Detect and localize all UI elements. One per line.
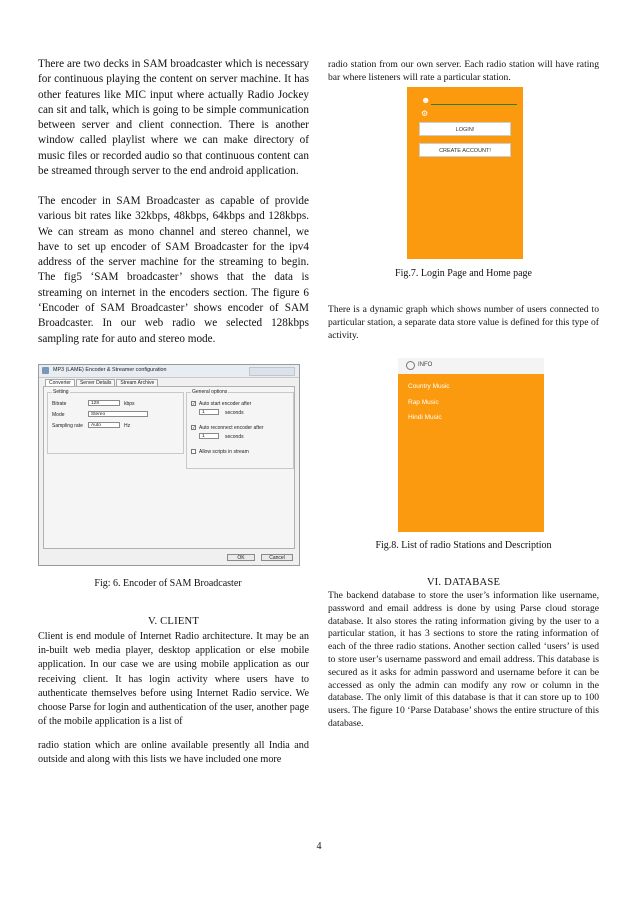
auto-reconnect-checkbox[interactable]: ✓ [192, 425, 196, 430]
cancel-button[interactable]: Cancel [261, 554, 293, 561]
stations-screen [398, 358, 544, 532]
ok-button[interactable]: OK [227, 554, 255, 561]
bitrate-unit: kbps [124, 401, 135, 407]
auto-start-label: Auto start encoder after [199, 401, 252, 407]
section-6-heading: VI. DATABASE [426, 577, 501, 588]
page-number: 4 [316, 841, 322, 852]
converter-pane [43, 386, 295, 549]
app-icon [42, 367, 49, 374]
fig6-caption: Fig: 6. Encoder of SAM Broadcaster [94, 578, 242, 589]
left-paragraph-4: radio station which are online available presently all India and outside and along with this lists we have included one more [38, 740, 309, 766]
auto-start-checkbox[interactable]: ✓ [192, 401, 196, 406]
fig8-caption: Fig.8. List of radio Stations and Description [375, 540, 552, 551]
setting-group-label: Setting [53, 389, 69, 395]
auto-reconnect-seconds-label: seconds [225, 434, 244, 440]
right-paragraph-1: radio station from our own server. Each radio station will have rating bar where listeners will rate a particular station. [328, 59, 599, 83]
auto-reconnect-label: Auto reconnect encoder after [199, 425, 264, 431]
right-paragraph-2: There is a dynamic graph which shows number of users connected to particular station, a separate data store value is defined for this type of activity. [328, 304, 599, 341]
auto-start-seconds-label: seconds [225, 410, 244, 416]
auto-reconnect-seconds-input[interactable]: 1 [199, 433, 219, 439]
setting-group [47, 389, 184, 454]
left-paragraph-1: There are two decks in SAM broadcaster which is necessary for continuous playing the content on server machine. It has other features like MIC input where actually Radio Jockey can sit and talk, which is going to be simple communication between server and client connection. There is another window called playlist where we can make directory of music files or recorded audio so that continuous content can be streamed through server to the end android application. [38, 58, 309, 178]
general-options-group [186, 389, 294, 469]
username-underline [431, 104, 517, 105]
settings-icon: ⚙ [421, 109, 429, 118]
allow-scripts-label: Allow scripts in stream [199, 449, 249, 455]
auto-start-seconds-input[interactable]: 1 [199, 409, 219, 415]
sampling-rate-select[interactable]: Auto [88, 422, 120, 428]
create-account-button[interactable]: CREATE ACCOUNT! [419, 143, 511, 157]
allow-scripts-checkbox[interactable] [191, 449, 196, 454]
fig7-caption: Fig.7. Login Page and Home page [395, 268, 532, 279]
login-screen [407, 87, 523, 259]
bitrate-select[interactable]: 128 [88, 400, 120, 406]
section-5-heading: V. CLIENT [147, 616, 200, 627]
sampling-rate-unit: Hz [124, 423, 131, 429]
window-controls[interactable] [249, 367, 295, 376]
right-paragraph-3: The backend database to store the user’s information like username, password and email address is done by using Parse cloud storage database. It also stores the rating information giving by the user to a particular station, it has 3 sections to store the rating information of each of the three radio stations. Another section called ‘users’ is used to store user’s username password and email address. This database is secured as it asks for admin password and username before it can be accessed as only the admin can modify any row or column in the database. The only limit of this database is that it can store up to 100 users. The figure 10 ‘Parse Database’ shows the entire structure of this database. [328, 590, 599, 729]
stations-header [398, 358, 544, 374]
station-item-country[interactable]: Country Music [408, 383, 450, 390]
window-titlebar [39, 365, 299, 378]
tab-server-details[interactable]: Server Details [76, 379, 115, 387]
window-title: MP3 (LAME) Encoder & Streamer configuration [53, 367, 167, 373]
mode-label: Mode [52, 412, 65, 418]
encoder-config-window [38, 364, 300, 566]
stations-header-title: INFO [418, 362, 433, 368]
left-paragraph-2: The encoder in SAM Broadcaster as capable of provide various bit rates like 32kbps, 48kbps, 64kbps and 128kbps. We can stream as mono channel and stereo channel, we have to set up encoder of SAM Broadcaster for the ipv4 address of the server machine for the streaming to begin. The fig5 ‘SAM broadcaster’ shows that the data is streaming on internet in the encoders section. The figure 6 ‘Encoder of SAM Broadcaster’ shows encoder of SAM Broadcaster. In our web radio we selected 128kbps sampling rate for auto and stereo mode. [38, 195, 309, 345]
login-button[interactable]: LOGIN! [419, 122, 511, 136]
station-item-rap[interactable]: Rap Music [408, 399, 439, 406]
sampling-rate-label: Sampling rate [52, 423, 83, 429]
tab-stream-archive[interactable]: Stream Archive [116, 379, 158, 387]
user-icon: ☻ [421, 95, 431, 105]
bitrate-label: Bitrate [52, 401, 67, 407]
tab-converter[interactable]: Converter [45, 379, 75, 387]
mode-select[interactable]: Stereo [88, 411, 148, 417]
left-paragraph-3: Client is end module of Internet Radio architecture. It may be an in-built web media player, desktop application or else mobile application. In our case we are using mobile application as our receiving client. It has login activity where users have to authenticate themselves before using Internet Radio service. We choose Parse for login and authentication of the user, another page of the mobile application is a list of [38, 631, 309, 728]
info-icon [406, 361, 415, 370]
general-options-label: General options [192, 389, 228, 395]
station-item-hindi[interactable]: Hindi Music [408, 414, 442, 421]
